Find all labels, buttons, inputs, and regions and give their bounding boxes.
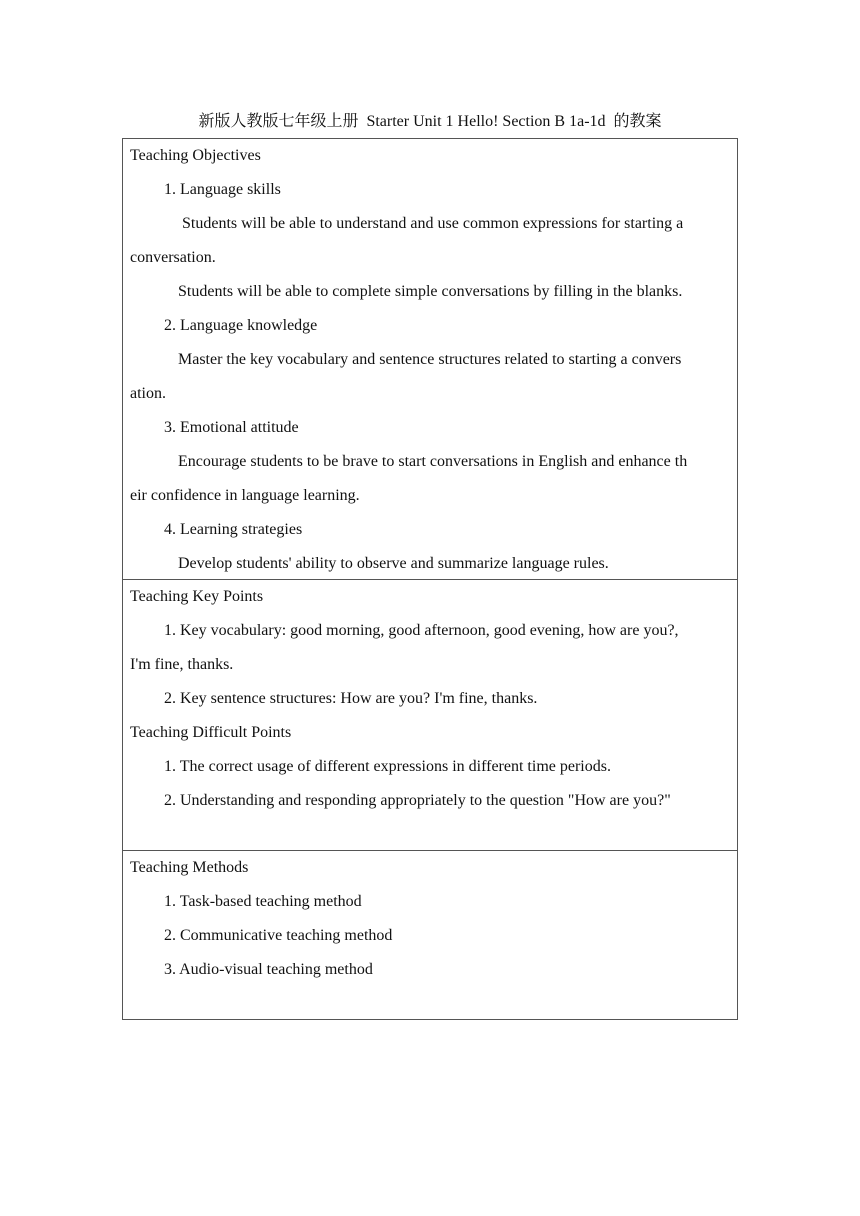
objective-text-continued: eir confidence in language learning. [130,487,360,504]
method-item: 2. Communicative teaching method [164,927,393,944]
section-heading-methods: Teaching Methods [130,859,249,876]
objective-item-language-knowledge: 2. Language knowledge [164,317,318,334]
document-title: 新版人教版七年级上册 Starter Unit 1 Hello! Section B 1a-1d 的教案 [198,113,662,130]
key-point-item: 2. Key sentence structures: How are you? I'm fine, thanks. [164,690,538,707]
objective-item-learning-strategies: 4. Learning strategies [164,521,303,538]
objective-text-continued: ation. [130,385,166,402]
objective-item-emotional-attitude: 3. Emotional attitude [164,419,299,436]
key-point-item: 1. Key vocabulary: good morning, good afternoon, good evening, how are you?, [164,622,679,639]
objective-text: Students will be able to complete simple conversations by filling in the blanks. [178,283,683,300]
objective-text-continued: conversation. [130,249,216,266]
section-heading-objectives: Teaching Objectives [130,147,261,164]
key-point-item-continued: I'm fine, thanks. [130,656,234,673]
difficult-point-item: 2. Understanding and responding appropriately to the question "How are you?" [164,792,671,809]
teaching-methods-cell [123,850,737,1019]
method-item: 1. Task-based teaching method [164,893,362,910]
method-item: 3. Audio-visual teaching method [164,961,373,978]
objective-text: Master the key vocabulary and sentence structures related to starting a convers [178,351,682,368]
lesson-plan-table [122,138,738,1020]
objective-item-language-skills: 1. Language skills [164,181,281,198]
objective-text: Students will be able to understand and use common expressions for starting a [182,215,684,232]
section-heading-difficult-points: Teaching Difficult Points [130,724,292,741]
difficult-point-item: 1. The correct usage of different expressions in different time periods. [164,758,611,775]
teaching-objectives-cell [123,139,737,579]
objective-text: Develop students' ability to observe and summarize language rules. [178,555,609,572]
objective-text: Encourage students to be brave to start conversations in English and enhance th [178,453,688,470]
key-and-difficult-points-cell [123,579,737,850]
section-heading-key-points: Teaching Key Points [130,588,264,605]
